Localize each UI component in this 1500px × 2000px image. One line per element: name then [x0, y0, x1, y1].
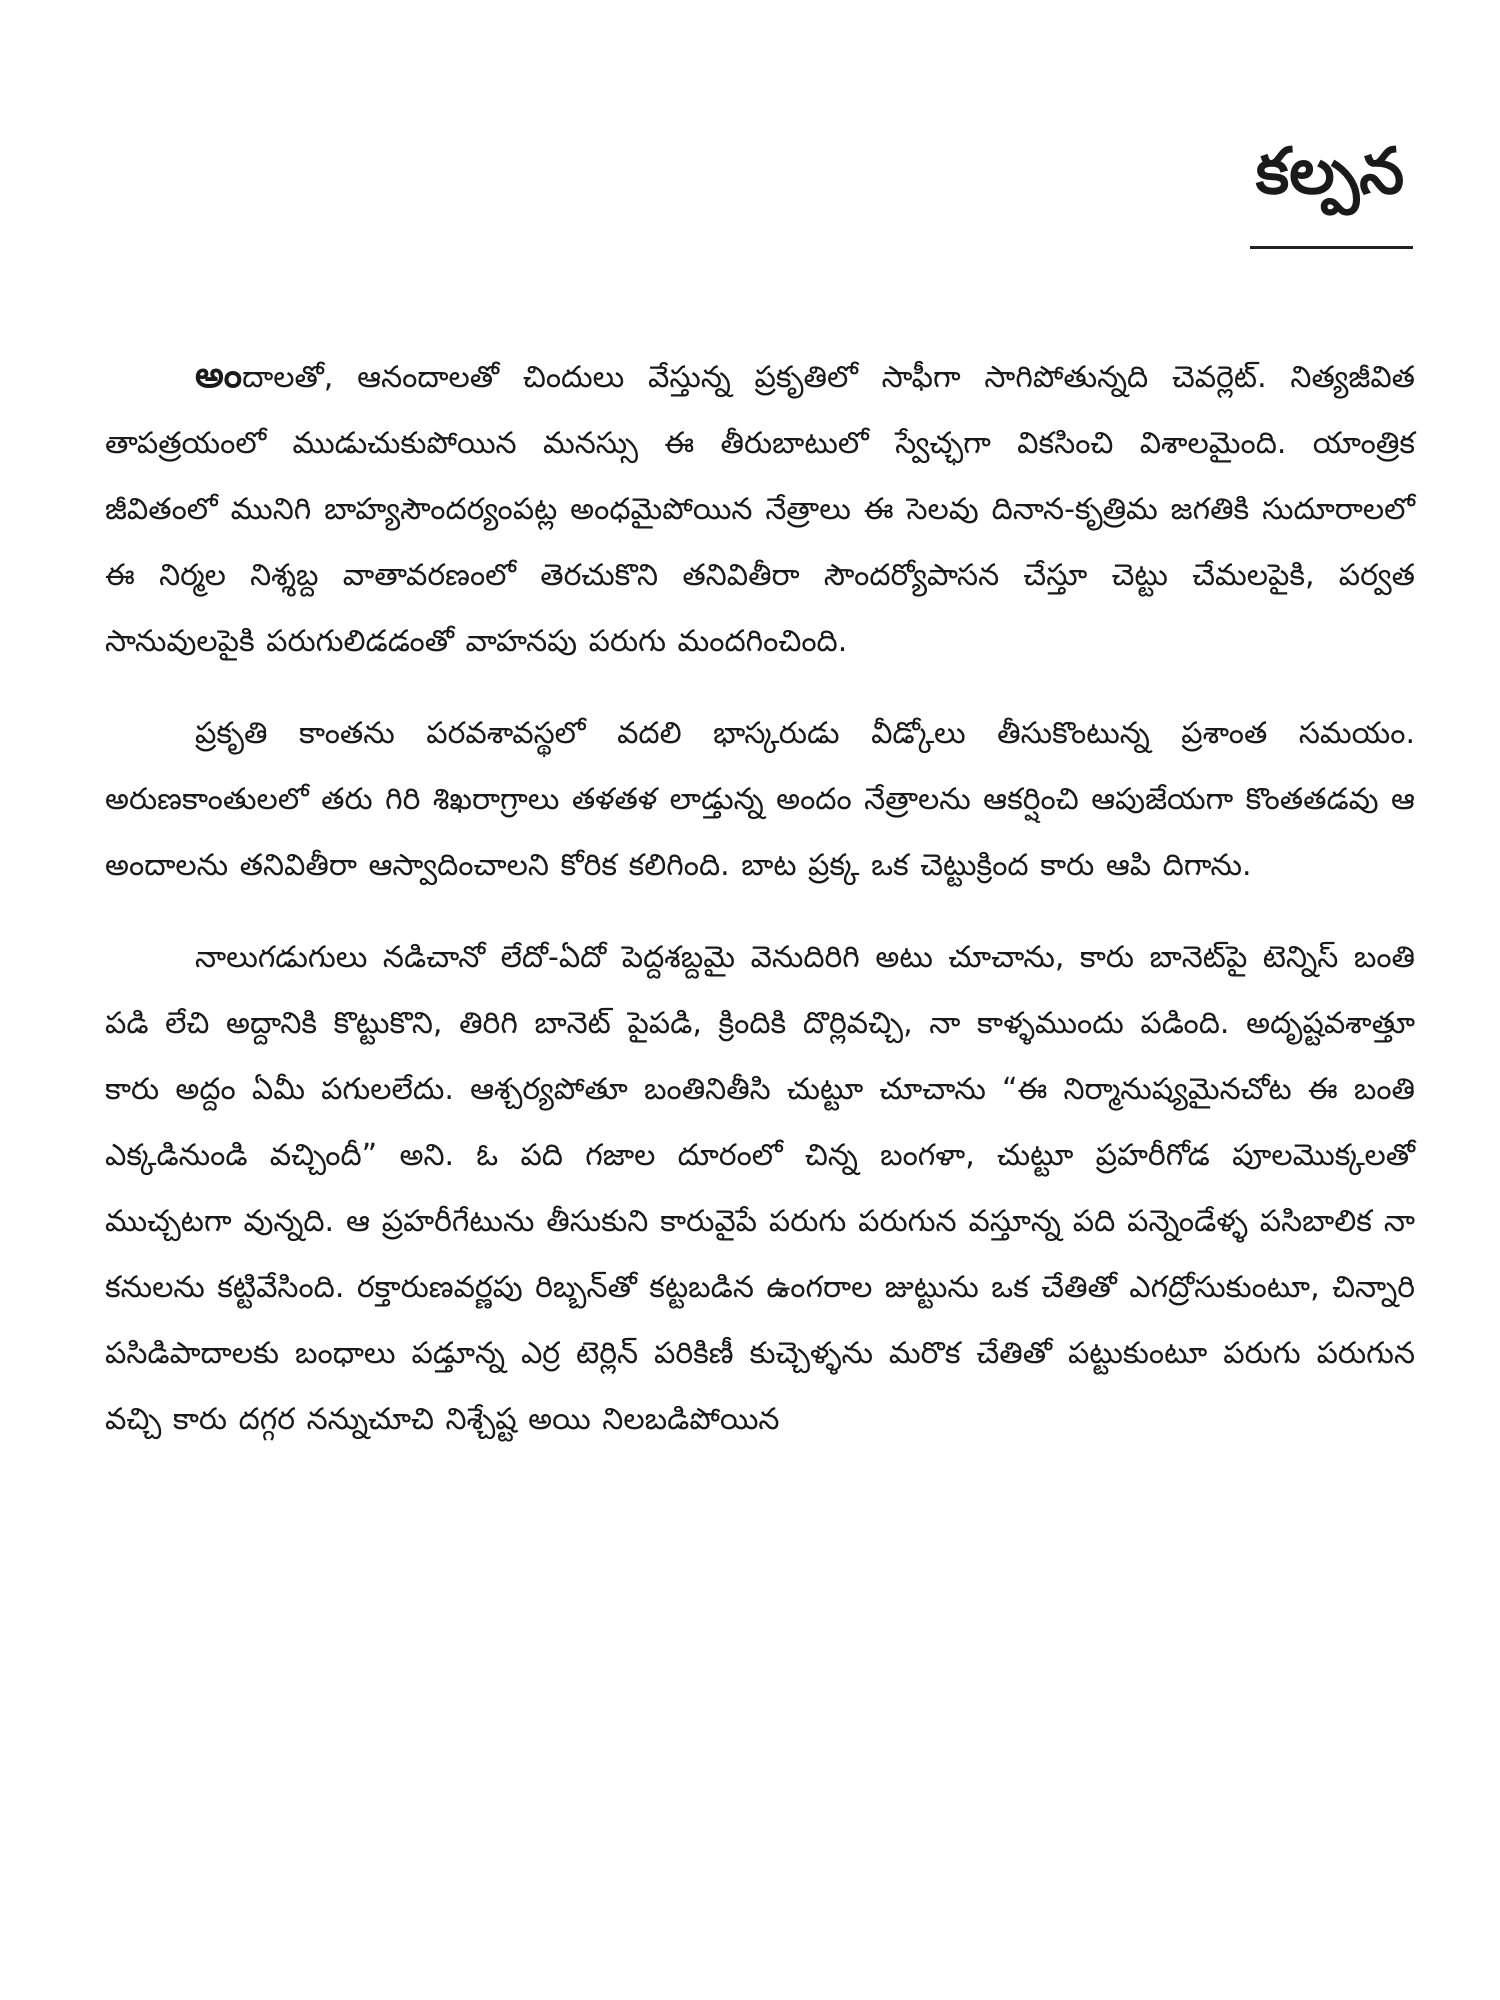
paragraph-2: ప్రకృతి కాంతను పరవశావస్థలో వదలి భాస్కరుడు వీడ్కోలు తీసుకొంటున్న ప్రశాంత సమయం. అరుణకాంతులలో తరు గిరి శిఖరాగ్రాలు తళతళ లాడ్తున్న అందం నేత్రాలను ఆకర్షించి ఆపుజేయగా కొంతతడవు ఆ అందాలను తనివితీరా ఆస్వాదించాలని కోరిక కలిగింది. బాట ప్రక్క ఒక చెట్టుక్రింద కారు ఆపి దిగాను.	[105, 716, 1415, 883]
title-underline	[1250, 246, 1413, 249]
opening-dropcap: అం	[195, 355, 243, 396]
paragraph-1-text: దాలతో, ఆనందాలతో చిందులు వేస్తున్న ప్రకృతిలో సాఫీగా సాగిపోతున్నది చెవర్లెట్. నిత్యజీవిత తాపత్రయంలో ముడుచుకుపోయిన మనస్సు ఈ తీరుబాటులో స్వేచ్ఛగా వికసించి విశాలమైంది. యాంత్రిక జీవితంలో మునిగి బాహ్యసౌందర్యంపట్ల అంధమైపోయిన నేత్రాలు ఈ సెలవు దినాన-కృత్రిమ జగతికి సుదూరాలలో ఈ నిర్మల నిశ్శబ్ద వాతావరణంలో తెరచుకొని తనివితీరా సౌందర్యోపాసన చేస్తూ చెట్టు చేమలపైకి, పర్వత సానువులపైకి పరుగులిడడంతో వాహనపు పరుగు మందగించింది.	[105, 360, 1415, 659]
story-body	[105, 343, 1415, 1479]
chapter-title: కల్పన	[1255, 135, 1405, 209]
paragraph-3: నాలుగడుగులు నడిచానో లేదో-ఏదో పెద్దశబ్దమై వెనుదిరిగి అటు చూచాను, కారు బానెట్‌పై టెన్నిస్ బంతి పడి లేచి అద్దానికి కొట్టుకొని, తిరిగి బానెట్ పైపడి, క్రిందికి దొర్లివచ్చి, నా కాళ్ళముందు పడింది. అదృష్టవశాత్తూ కారు అద్దం ఏమీ పగులలేదు. ఆశ్చర్యపోతూ బంతినితీసి చుట్టూ చూచాను “ఈ నిర్మానుష్యమైనచోట ఈ బంతి ఎక్కడినుండి వచ్చిందీ” అని. ఓ పది గజాల దూరంలో చిన్న బంగళా, చుట్టూ ప్రహరీగోడ పూలమొక్కలతో ముచ్చటగా వున్నది. ఆ ప్రహరీగేటును తీసుకుని కారువైపే పరుగు పరుగున వస్తూన్న పది పన్నెండేళ్ళ పసిబాలిక నా కనులను కట్టివేసింది. రక్తారుణవర్ణపు రిబ్బన్‌తో కట్టబడిన ఉంగరాల జుట్టును ఒక చేతితో ఎగద్రోసుకుంటూ, చిన్నారి పసిడిపాదాలకు బంధాలు పడ్తూన్న ఎర్ర టెర్లిన్ పరికిణీ కుచ్చెళ్ళను మరొక చేతితో పట్టుకుంటూ పరుగు పరుగున వచ్చి కారు దగ్గర నన్నుచూచి నిశ్చేష్ట అయి నిలబడిపోయిన	[105, 940, 1415, 1437]
paragraph-1	[105, 343, 1415, 675]
